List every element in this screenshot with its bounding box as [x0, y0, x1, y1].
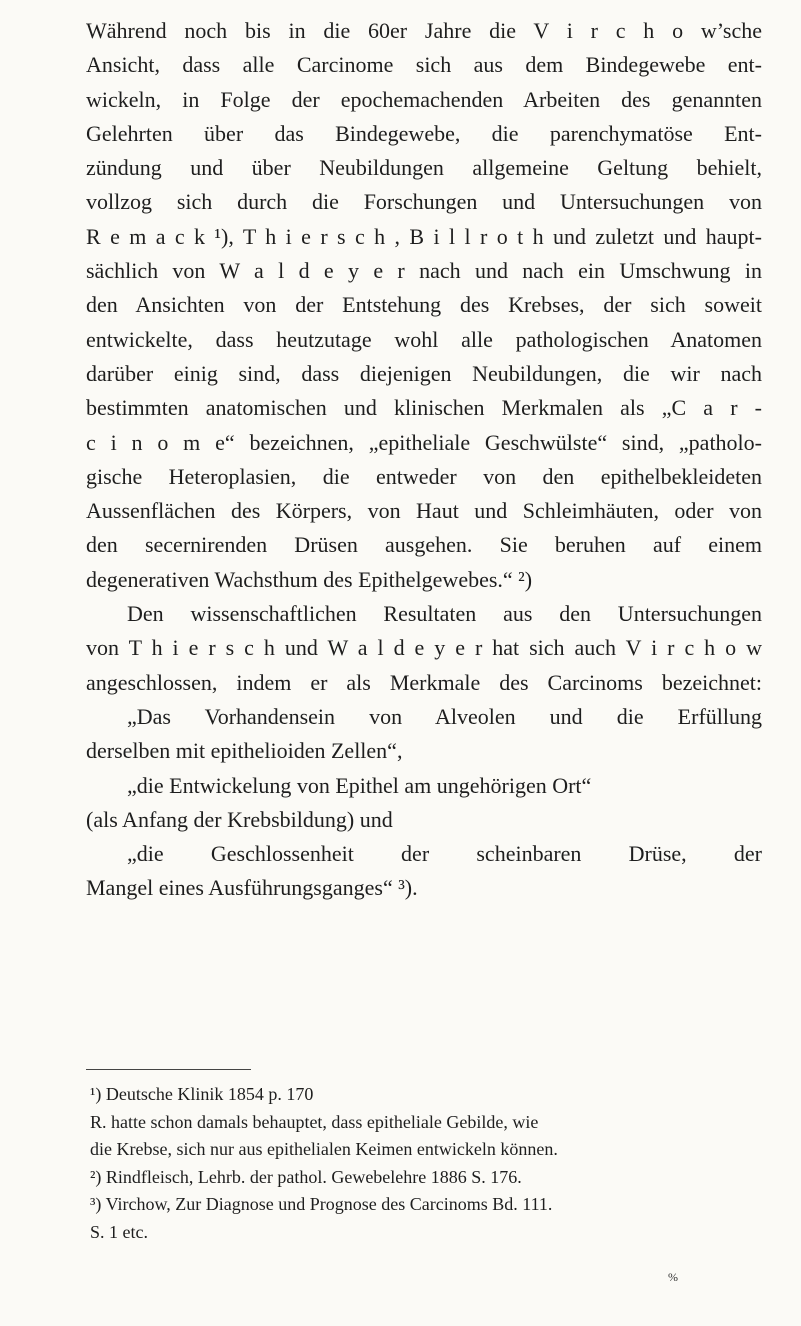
body-line: entwickelte, dass heutzutage wohl alle pathologischen Anatomen: [86, 326, 762, 352]
footnote-1: ¹) Deutsche Klinik 1854 p. 170: [90, 1084, 314, 1104]
footnotes: [90, 1081, 762, 1246]
quote-line: (als Anfang der Krebsbildung) und: [86, 806, 393, 832]
body-line: den Ansichten von der Entstehung des Krebses, der sich soweit: [86, 292, 762, 318]
quote-line: „Das Vorhandensein von Alveolen und die Erfüllung: [127, 703, 762, 729]
footnote-3-text: S. 1 etc.: [90, 1221, 148, 1242]
footnote-divider: [86, 1069, 251, 1070]
stray-mark: %: [668, 1270, 678, 1284]
footnote-1-text: R. hatte schon damals behauptet, dass epitheliale Gebilde, wie: [90, 1111, 539, 1132]
body-line: Während noch bis in die 60er Jahre die V i r c h o w’sche: [86, 18, 762, 43]
body-line: wickeln, in Folge der epochemachenden Arbeiten des genannten: [86, 86, 762, 112]
body-line: Ansicht, dass alle Carcinome sich aus dem Bindegewebe ent-: [86, 52, 762, 78]
body-line: vollzog sich durch die Forschungen und Untersuchungen von: [86, 189, 762, 215]
footnote-3: ³) Virchow, Zur Diagnose und Prognose des Carcinoms Bd. 111.: [90, 1194, 553, 1214]
body-line: gische Heteroplasien, die entweder von den epithelbekleideten: [86, 463, 762, 489]
quote-line: derselben mit epithelioiden Zellen“,: [86, 738, 403, 764]
quote-line: Mangel eines Ausführungsganges“ ³).: [86, 875, 418, 901]
body-line: angeschlossen, indem er als Merkmale des Carcinoms bezeichnet:: [86, 669, 762, 695]
quote-line: „die Entwickelung von Epithel am ungehörigen Ort“: [127, 772, 592, 798]
quote-line: „die Geschlossenheit der scheinbaren Drüse, der: [127, 841, 762, 867]
body-line: den secernirenden Drüsen ausgehen. Sie beruhen auf einem: [86, 532, 762, 558]
body-line: bestimmten anatomischen und klinischen Merkmalen als „C a r -: [86, 395, 762, 421]
body-line: Den wissenschaftlichen Resultaten aus den Untersuchungen: [127, 601, 762, 627]
body-line: sächlich von W a l d e y e r nach und nach ein Umschwung in: [86, 258, 762, 284]
main-text: [86, 14, 762, 906]
footnote-1-text: die Krebse, sich nur aus epithelialen Keimen entwickeln können.: [90, 1139, 558, 1159]
footnote-2: ²) Rindfleisch, Lehrb. der pathol. Gewebelehre 1886 S. 176.: [90, 1166, 522, 1187]
body-line: von T h i e r s c h und W a l d e y e r hat sich auch V i r c h o w: [86, 635, 762, 661]
body-line: c i n o m e“ bezeichnen, „epitheliale Geschwülste“ sind, „patholo-: [86, 429, 762, 455]
body-line: darüber einig sind, dass diejenigen Neubildungen, die wir nach: [86, 360, 762, 386]
body-line: Aussenflächen des Körpers, von Haut und Schleimhäuten, oder von: [86, 498, 762, 524]
body-line: Gelehrten über das Bindegewebe, die parenchymatöse Ent-: [86, 120, 762, 146]
body-line: degenerativen Wachsthum des Epithelgewebes.“ ²): [86, 566, 533, 592]
body-line: zündung und über Neubildungen allgemeine Geltung behielt,: [86, 155, 762, 181]
body-line: R e m a c k ¹), T h i e r s c h , B i l l r o t h und zuletzt und haupt-: [86, 223, 762, 249]
